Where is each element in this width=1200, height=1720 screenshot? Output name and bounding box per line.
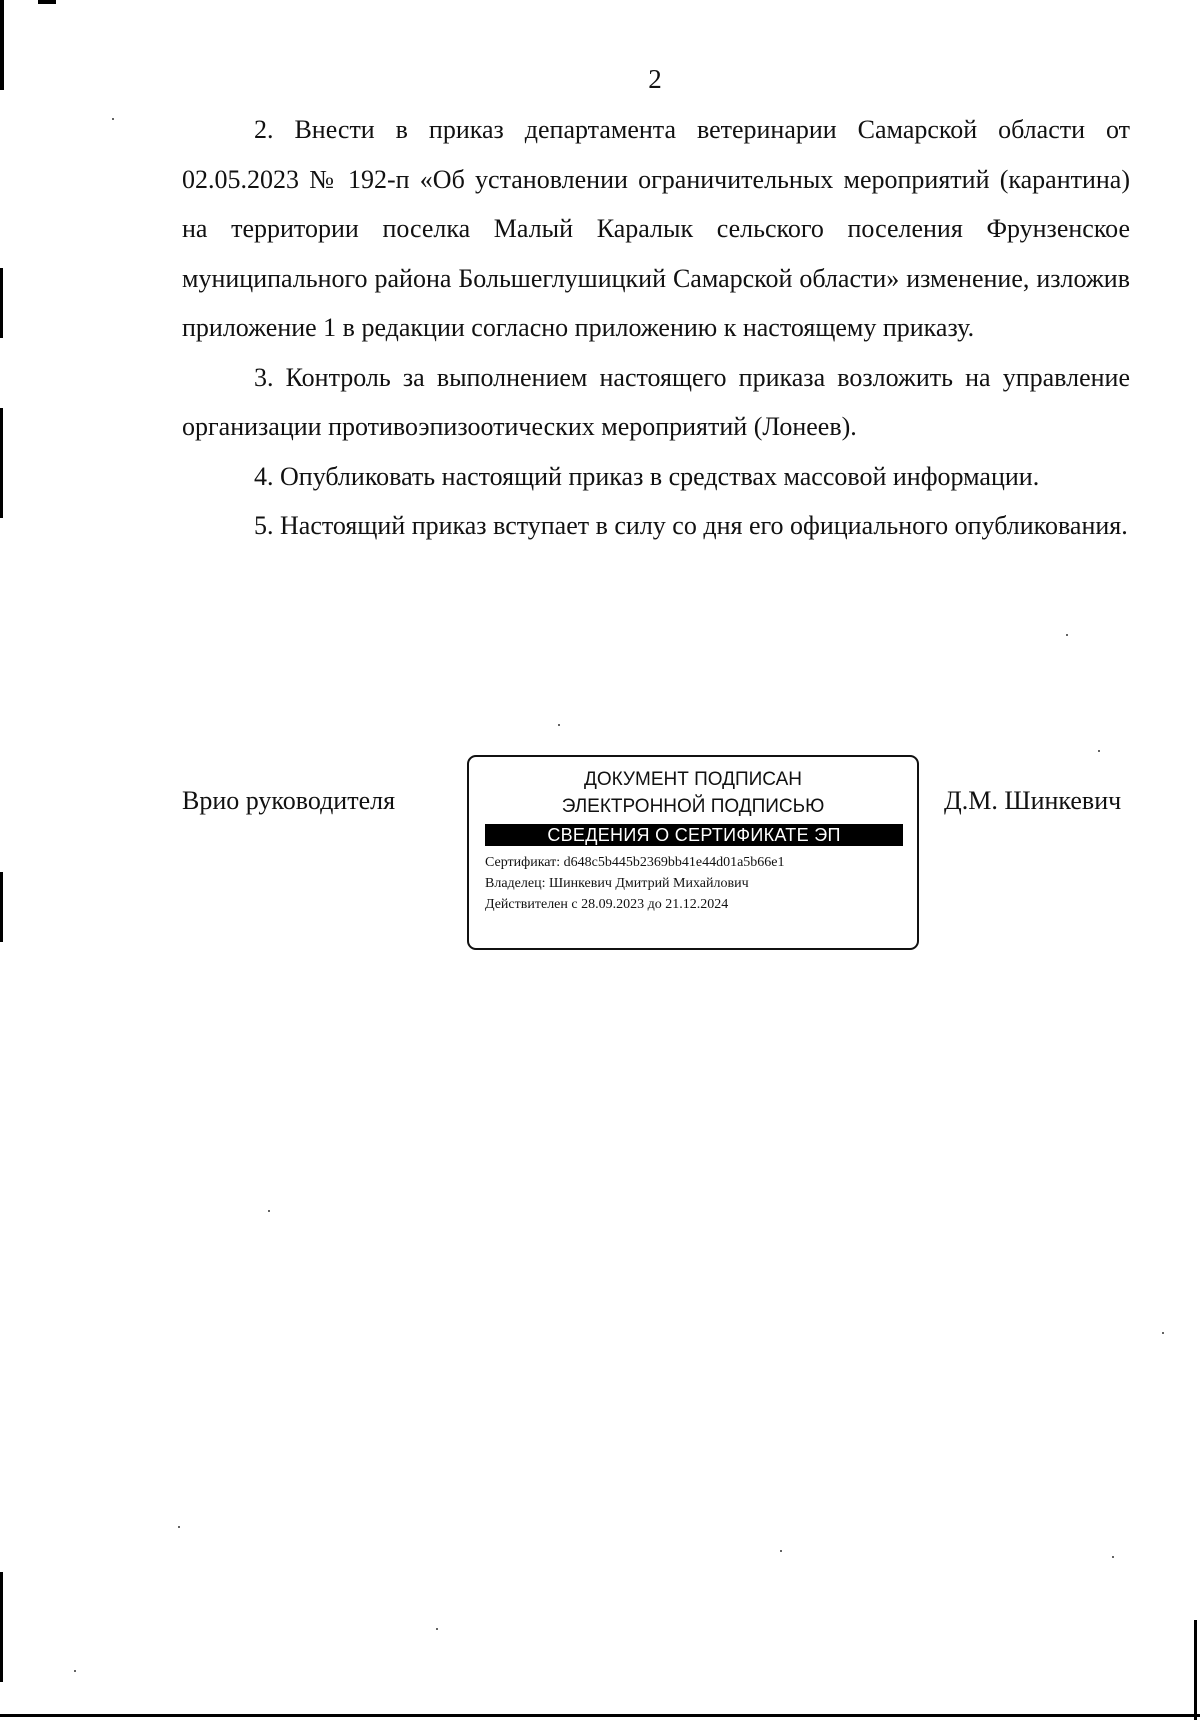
scan-speck — [436, 1628, 438, 1630]
stamp-certificate: Сертификат: d648c5b445b2369bb41e44d01a5b66e1 — [485, 855, 785, 870]
scan-artifact — [38, 0, 56, 4]
signer-name: Д.М. Шинкевич — [944, 786, 1122, 815]
stamp-validity: Действителен с 28.09.2023 до 21.12.2024 — [485, 897, 729, 912]
paragraph-5: 5. Настоящий приказ вступает в силу со дня его официального опубликования. — [254, 511, 1128, 540]
stamp-owner: Владелец: Шинкевич Дмитрий Михайлович — [485, 876, 749, 891]
scan-speck — [1112, 1556, 1114, 1558]
paragraph-4: 4. Опубликовать настоящий приказ в средствах массовой информации. — [254, 461, 1040, 491]
scan-speck — [780, 1550, 782, 1552]
scan-artifact — [0, 1572, 3, 1682]
stamp-title — [469, 766, 917, 820]
stamp-details — [485, 852, 917, 915]
stamp-title-line-2: ЭЛЕКТРОННОЙ ПОДПИСЬЮ — [561, 796, 825, 817]
document-body — [182, 105, 1130, 551]
scan-speck — [112, 118, 114, 120]
scan-speck — [1098, 750, 1100, 752]
page-number: 2 — [648, 64, 662, 94]
scan-artifact — [0, 268, 3, 338]
paragraph-3: 3. Контроль за выполнением настоящего приказа возложить на управление организации противоэпизоотических мероприятий (Лонеев). — [182, 362, 1130, 441]
scan-speck — [1066, 634, 1068, 636]
scan-speck — [74, 1670, 76, 1672]
scan-artifact — [0, 1714, 1200, 1717]
scan-artifact — [0, 408, 3, 518]
electronic-signature-stamp — [467, 755, 919, 950]
signer-position: Врио руководителя — [182, 786, 396, 815]
scan-speck — [1162, 1332, 1164, 1334]
scan-speck — [178, 1526, 180, 1528]
scan-artifact — [0, 872, 3, 942]
scan-speck — [558, 724, 560, 726]
paragraph-2: 2. Внести в приказ департамента ветеринарии Самарской области от 02.05.2023 № 192-п «Об установлении ограничительных мероприятий (карантина) на территории поселка Малый Каралык сельского поселения Фрунзенское муниципального района Большеглушицкий Самарской области» изменение, изложив приложение 1 в редакции согласно приложению к настоящему приказу. — [182, 115, 1130, 342]
scan-artifact — [1194, 1620, 1197, 1720]
stamp-certificate-header: СВЕДЕНИЯ О СЕРТИФИКАТЕ ЭП — [485, 824, 903, 846]
scan-speck — [268, 1210, 270, 1212]
stamp-title-line-1: ДОКУМЕНТ ПОДПИСАН — [584, 769, 802, 790]
